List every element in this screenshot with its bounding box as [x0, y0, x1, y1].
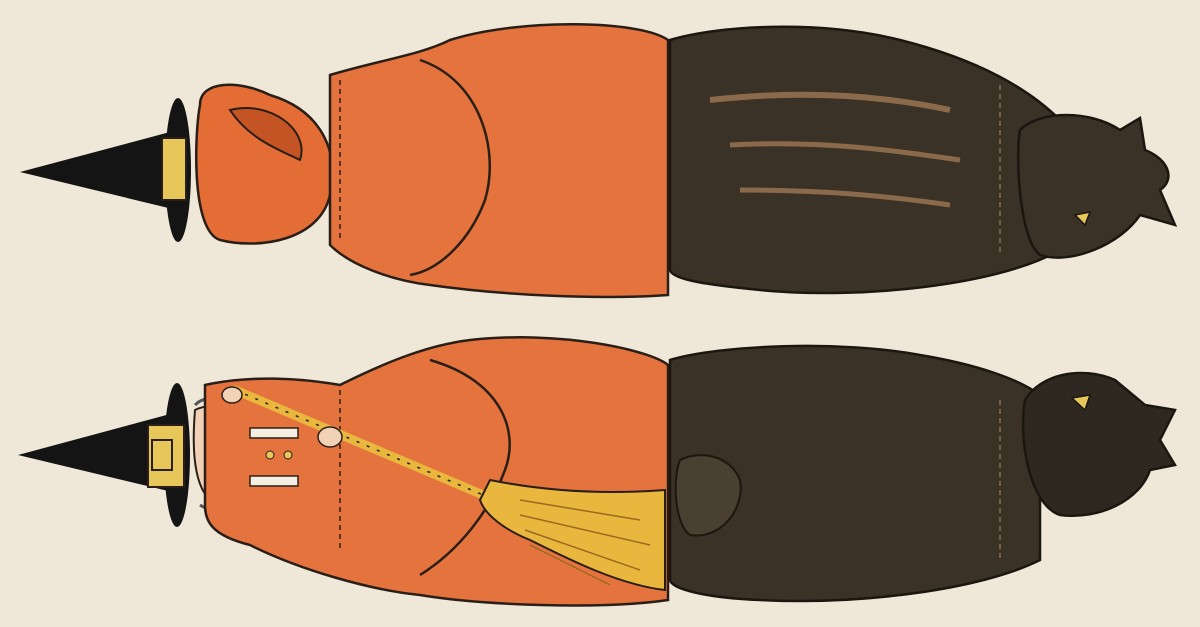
witch-collar-top [250, 428, 298, 438]
witch-robe-back [330, 24, 668, 297]
witch-hand-right [318, 427, 342, 447]
witch-hat-band-back [162, 138, 186, 200]
witch-collar-bottom [250, 476, 298, 486]
witch-hat-band-front [148, 425, 184, 487]
robe-button-2 [284, 451, 292, 459]
robe-button-1 [266, 451, 274, 459]
witch-hand-left [222, 387, 242, 403]
